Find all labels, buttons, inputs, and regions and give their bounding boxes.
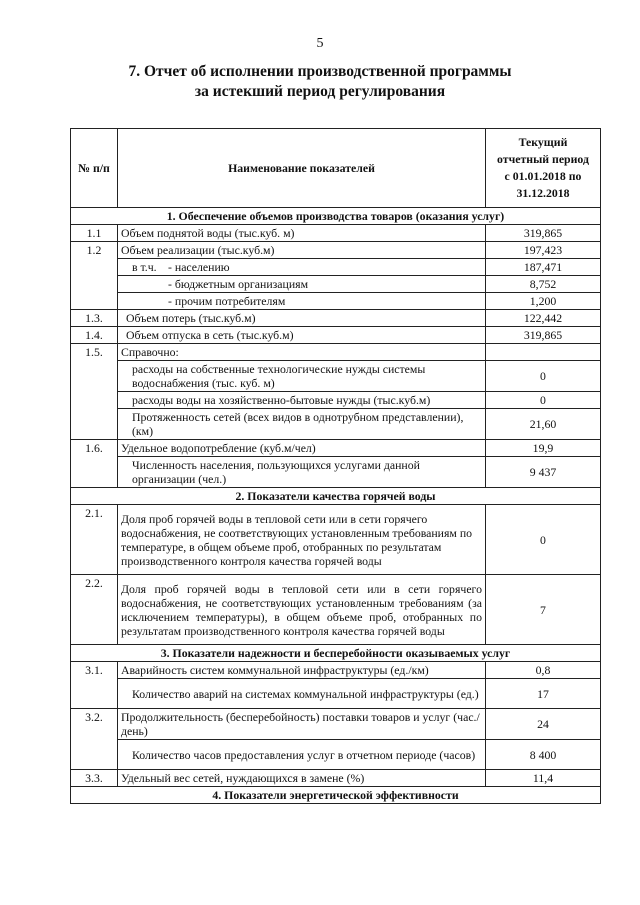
section-title: 2. Показатели качества горячей воды [71,488,601,505]
row-value: 0 [486,505,601,575]
table-row [71,505,601,575]
row-value: 21,60 [486,409,601,440]
row-value [486,344,601,361]
page-number: 5 [316,36,324,51]
row-name [118,259,486,276]
row-value: 0 [486,392,601,409]
row-value: 24 [486,709,601,740]
row-name-text: - населению [168,260,230,274]
table-row [71,740,601,770]
row-name: Удельный вес сетей, нуждающихся в замене (%) [118,770,486,787]
row-name: Количество аварий на системах коммунальной инфраструктуры (ед.) [118,679,486,709]
row-value: 197,423 [486,242,601,259]
row-num: 1.6. [71,440,118,488]
row-value: 122,442 [486,310,601,327]
row-name: расходы воды на хозяйственно-бытовые нужды (тыс.куб.м) [118,392,486,409]
table-row [71,392,601,409]
row-num: 1.2 [71,242,118,310]
row-num: 1.3. [71,310,118,327]
row-value: 11,4 [486,770,601,787]
row-num: 1.1 [71,225,118,242]
table-row [71,293,601,310]
row-value: 1,200 [486,293,601,310]
row-name: Численность населения, пользующихся услугами данной организации (чел.) [118,457,486,488]
table-row [71,457,601,488]
row-num: 3.2. [71,709,118,770]
row-name: Аварийность систем коммунальной инфраструктуры (ед./км) [118,662,486,679]
table-row [71,409,601,440]
row-num: 1.4. [71,327,118,344]
section-row [71,787,601,804]
section-title: 4. Показатели энергетической эффективности [71,787,601,804]
table-row [71,709,601,740]
table-row [71,225,601,242]
header-value-line-1: Текущий [518,135,568,149]
row-name: Объем потерь (тыс.куб.м) [118,310,486,327]
table-row [71,361,601,392]
table-row [71,344,601,361]
header-value-line-3: с 01.01.2018 по [504,169,582,183]
header-value [486,129,601,208]
report-table [70,128,601,804]
row-value: 19,9 [486,440,601,457]
row-num: 3.1. [71,662,118,709]
table-header-row [71,129,601,208]
row-name: Объем реализации (тыс.куб.м) [118,242,486,259]
row-name: Справочно: [118,344,486,361]
section-row [71,645,601,662]
section-title: 3. Показатели надежности и бесперебойности оказываемых услуг [71,645,601,662]
row-value: 8,752 [486,276,601,293]
row-name: Удельное водопотребление (куб.м/чел) [118,440,486,457]
row-value: 319,865 [486,327,601,344]
row-value: 319,865 [486,225,601,242]
header-value-line-2: отчетный период [497,152,589,166]
table-row [71,310,601,327]
row-num: 2.1. [71,505,118,575]
row-name: - прочим потребителям [118,293,486,310]
row-num: 1.5. [71,344,118,440]
row-num: 2.2. [71,575,118,645]
header-value-line-4: 31.12.2018 [516,186,570,200]
section-row [71,208,601,225]
row-value: 8 400 [486,740,601,770]
row-name: Доля проб горячей воды в тепловой сети или в сети горячего водоснабжения, не соответствующих установленным требованиям (за исключением температуры), в общем объеме проб, отобранных по результатам производственного контроля качества горячей воды [118,575,486,645]
header-name: Наименование показателей [118,129,486,208]
row-value: 0,8 [486,662,601,679]
table-row [71,575,601,645]
title-line-1: 7. Отчет об исполнении производственной программы [128,63,512,80]
row-num: 3.3. [71,770,118,787]
table-row [71,662,601,679]
row-name: Объем поднятой воды (тыс.куб. м) [118,225,486,242]
row-name: расходы на собственные технологические нужды системы водоснабжения (тыс. куб. м) [118,361,486,392]
table-row [71,770,601,787]
table-row [71,440,601,457]
row-name: Объем отпуска в сеть (тыс.куб.м) [118,327,486,344]
table-row [71,679,601,709]
row-name: Доля проб горячей воды в тепловой сети или в сети горячего водоснабжения, не соответствующих установленным требованиям по температуре, в общем объеме проб, отобранных по результатам производственного контроля качества горячей воды [118,505,486,575]
row-value: 0 [486,361,601,392]
row-value: 9 437 [486,457,601,488]
row-value: 17 [486,679,601,709]
table-row [71,276,601,293]
row-value: 7 [486,575,601,645]
row-name: - бюджетным организациям [118,276,486,293]
row-value: 187,471 [486,259,601,276]
table-row [71,327,601,344]
row-prefix: в т.ч. [132,260,157,274]
table-row [71,242,601,259]
section-title: 1. Обеспечение объемов производства товаров (оказания услуг) [71,208,601,225]
title-line-2: за истекший период регулирования [194,83,446,100]
row-name: Протяженность сетей (всех видов в однотрубном представлении), (км) [118,409,486,440]
row-name: Количество часов предоставления услуг в отчетном периоде (часов) [118,740,486,770]
row-name: Продолжительность (бесперебойность) поставки товаров и услуг (час./день) [118,709,486,740]
document-title [0,62,640,102]
table-row [71,259,601,276]
header-num: № п/п [71,129,118,208]
section-row [71,488,601,505]
